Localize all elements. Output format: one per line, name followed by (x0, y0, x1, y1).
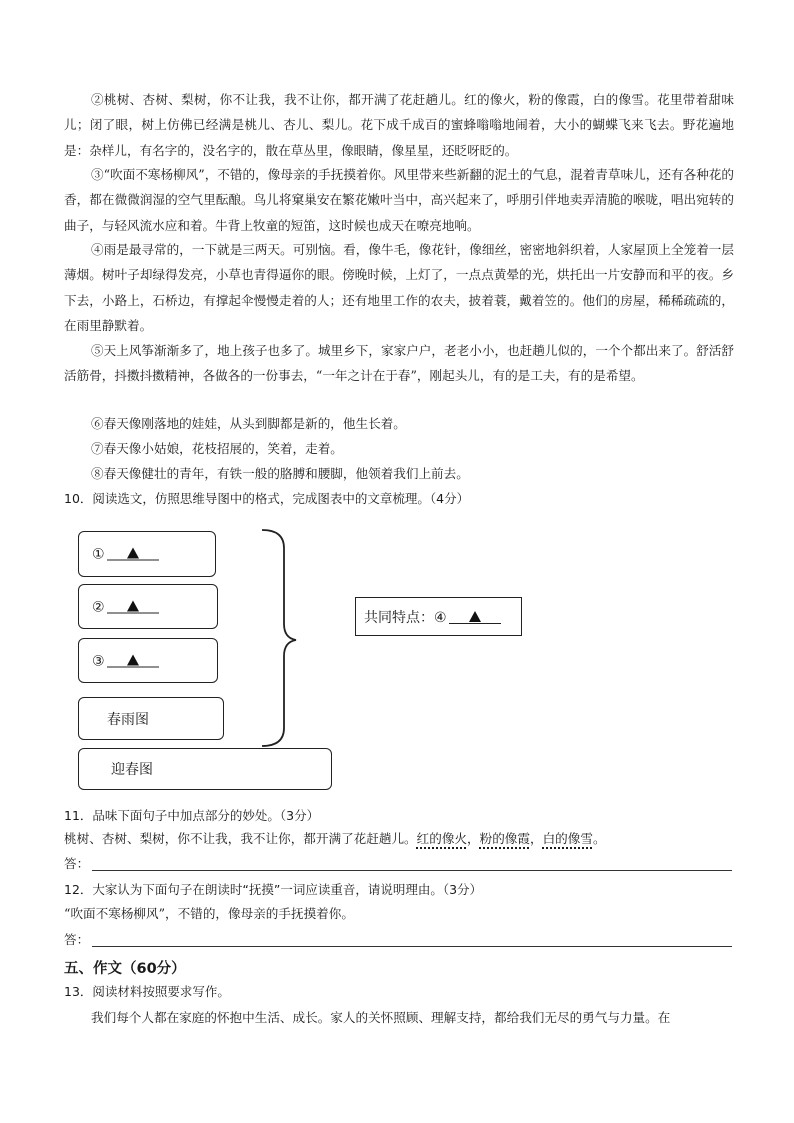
sentence-end: 。 (592, 831, 606, 846)
question-11-answer[interactable] (64, 853, 732, 875)
passage-paragraph-7: ⑦春天像小姑娘，花枝招展的，笑着，走着。 (91, 441, 343, 456)
passage-paragraph-8: ⑧春天像健壮的青年，有铁一般的胳膊和腰脚，他领着我们上前去。 (91, 466, 469, 481)
mind-map-common-feature-box (355, 597, 522, 636)
triangle-icon (469, 611, 481, 622)
dotted-phrase-3: 白的像雪 (542, 831, 593, 846)
box-5-label: 迎春图 (111, 762, 153, 778)
mind-map-box-3 (78, 638, 218, 683)
box-1-number: ① (92, 546, 105, 563)
triangle-icon (127, 600, 139, 611)
passage-paragraph-5: ⑤天上风筝渐渐多了，地上孩子也多了。城里乡下，家家户户，老老小小，也赶趟儿似的，一个个都出来了。舒活舒活筋骨，抖擞抖擞精神，各做各的一份事去，“一年之计在于春”，刚起头儿，有的是工夫，有的是希望。 (64, 343, 734, 384)
passage-paragraph-4: ④雨是最寻常的，一下就是三两天。可别恼。看，像牛毛，像花针，像细丝，密密地斜织着，人家屋顶上全笼着一层薄烟。树叶子却绿得发亮，小草也青得逼你的眼。傍晚时候，上灯了，一点点黄晕的光，烘托出一片安静而和平的夜。乡下去，小路上，石桥边，有撑起伞慢慢走着的人；还有地里工作的农夫，披着蓑，戴着笠的。他们的房屋，稀稀疏疏的，在雨里静默着。 (64, 242, 734, 333)
triangle-icon (127, 654, 139, 665)
answer-line[interactable] (92, 870, 732, 871)
answer-blank-3[interactable] (107, 652, 159, 667)
sentence-start: 桃树、杏树、梨树，你不让我，我不让你，都开满了花赶趟儿。 (64, 831, 417, 846)
box-3-number: ③ (92, 653, 105, 669)
passage-paragraph-6: ⑥春天像刚落地的娃娃，从头到脚都是新的，他生长着。 (91, 416, 406, 431)
separator: ， (467, 831, 480, 846)
answer-blank-1[interactable] (107, 546, 159, 561)
answer-line[interactable] (92, 946, 732, 947)
passage-paragraph-2: ②桃树、杏树、梨树，你不让我，我不让你，都开满了花赶趟儿。红的像火，粉的像霞，白的像雪。花里带着甜味儿；闭了眼，树上仿佛已经满是桃儿、杏儿、梨儿。花下成千成百的蜜蜂嗡嗡地闹着，大小的蝴蝶飞来飞去。野花遍地是：杂样儿，有名字的，没名字的，散在草丛里，像眼睛，像星星，还眨呀眨的。 (64, 92, 734, 158)
curly-brace (260, 528, 300, 748)
mind-map-box-welcome-spring (78, 748, 332, 790)
dotted-phrase-1: 红的像火 (416, 831, 467, 846)
mind-map-box-spring-rain (78, 697, 224, 740)
answer-label: 答： (64, 856, 90, 871)
separator: ， (529, 831, 543, 846)
triangle-icon (127, 548, 139, 559)
essay-material: 我们每个人都在家庭的怀抱中生活、成长。家人的关怀照顾、理解支持，都给我们无尽的勇气与力量。在 (91, 1010, 671, 1025)
question-12-sentence: “吹面不寒杨柳风”，不错的，像母亲的手抚摸着你。 (64, 906, 354, 921)
answer-blank-4[interactable] (449, 609, 501, 624)
common-feature-label: 共同特点：④ (364, 609, 447, 626)
question-11-sentence (64, 828, 606, 850)
box-2-number: ② (92, 599, 105, 615)
answer-label: 答： (64, 932, 90, 947)
question-12-answer[interactable] (64, 929, 732, 951)
mind-map-box-1 (78, 531, 216, 577)
passage-paragraph-3: ③“吹面不寒杨柳风”，不错的，像母亲的手抚摸着你。风里带来些新翻的泥土的气息，混着青草味儿，还有各种花的香，都在微微润湿的空气里酝酿。鸟儿将窠巢安在繁花嫩叶当中，高兴起来了，呼朋引伴地卖弄清脆的喉咙，唱出宛转的曲子，与轻风流水应和着。牛背上牧童的短笛，这时候也成天在嘹亮地响。 (64, 167, 734, 233)
mind-map-box-2 (78, 584, 218, 629)
dotted-phrase-2: 粉的像霞 (479, 831, 530, 846)
box-4-label: 春雨图 (107, 711, 149, 728)
question-12-prompt: 12．大家认为下面句子在朗读时“抚摸”一词应读重音，请说明理由。（3分） (64, 882, 483, 897)
question-10-prompt: 10．阅读选文，仿照思维导图中的格式，完成图表中的文章梳理。（4分） (64, 491, 470, 506)
question-13-prompt: 13．阅读材料按照要求写作。 (64, 984, 230, 999)
section-5-title: 五、作文（60分） (64, 961, 186, 977)
answer-blank-2[interactable] (107, 598, 159, 613)
question-11-prompt: 11．品味下面句子中加点部分的妙处。（3分） (64, 808, 320, 823)
